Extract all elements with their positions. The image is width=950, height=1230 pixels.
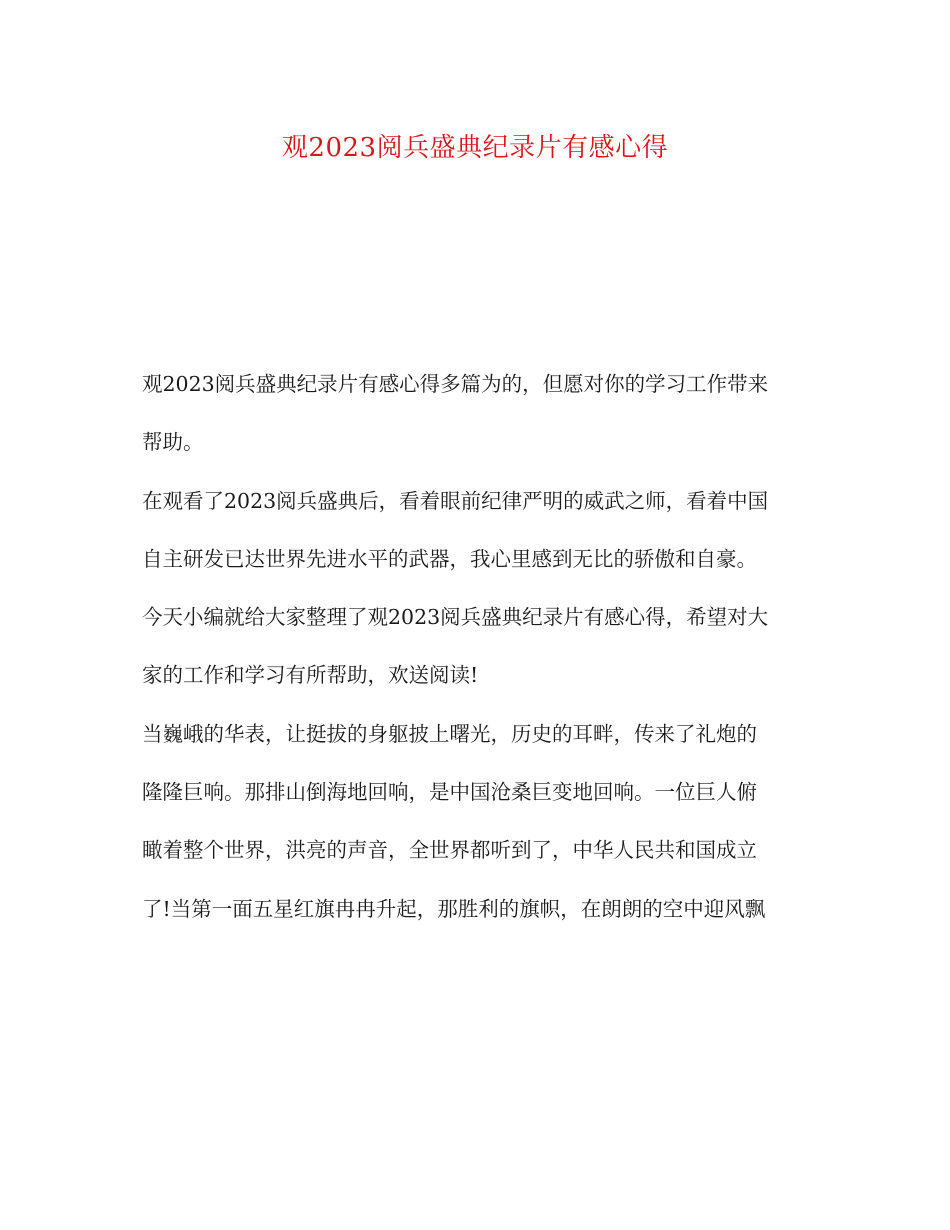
text-line: 隆隆巨响。那排山倒海地回响，是中国沧桑巨变地回响。一位巨人俯 [142, 780, 757, 805]
text-line: 帮助。 [142, 430, 204, 455]
text-line: 家的工作和学习有所帮助，欢送阅读! [142, 663, 479, 688]
text-line: 了!当第一面五星红旗冉冉升起，那胜利的旗帜，在朗朗的空中迎风飘 [142, 896, 766, 921]
text-line: 今天小编就给大家整理了观2023阅兵盛典纪录片有感心得，希望对大 [142, 605, 769, 630]
text-line: 自主研发已达世界先进水平的武器，我心里感到无比的骄傲和自豪。 [142, 546, 757, 571]
document-title: 观2023阅兵盛典纪录片有感心得 [281, 133, 669, 163]
text-line: 瞰着整个世界，洪亮的声音，全世界都听到了，中华人民共和国成立 [142, 838, 757, 863]
text-line: 观2023阅兵盛典纪录片有感心得多篇为的，但愿对你的学习工作带来 [142, 372, 769, 396]
text-line: 在观看了2023阅兵盛典后，看着眼前纪律严明的威武之师，看着中国 [142, 488, 769, 513]
document-body [142, 358, 808, 941]
text-line: 当巍峨的华表，让挺拔的身躯披上曙光，历史的耳畔，传来了礼炮的 [142, 721, 757, 746]
